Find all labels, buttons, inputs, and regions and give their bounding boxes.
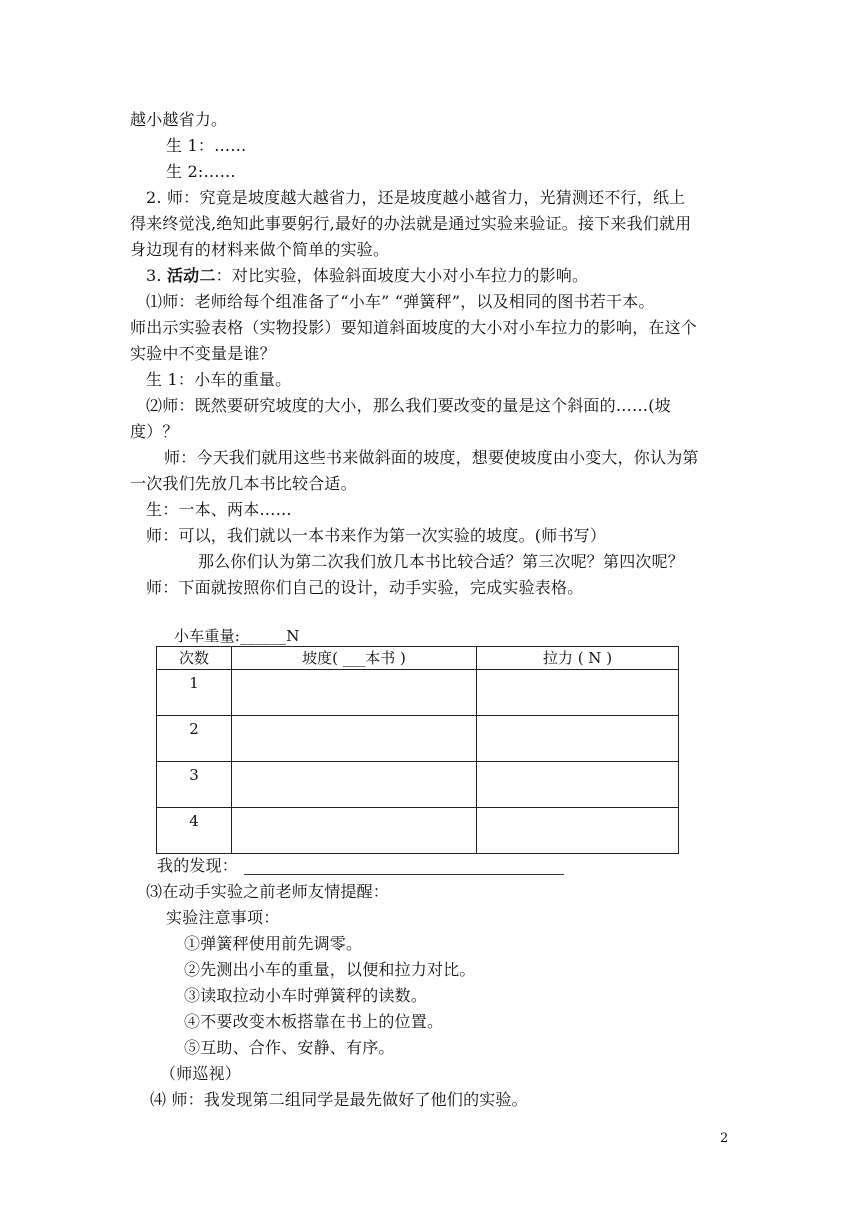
paragraph: 师出示实验表格（实物投影）要知道斜面坡度的大小对小车拉力的影响，在这个: [130, 318, 698, 337]
activity-description: ：对比实验，体验斜面坡度大小对小车拉力的影响。: [215, 266, 589, 285]
force-cell: [477, 716, 679, 762]
paragraph: ⑴师：老师给每个组准备了“小车” “弹簧秤”，以及相同的图书若干本。: [146, 292, 655, 311]
force-cell: [477, 808, 679, 854]
note-item: ⑤互助、合作、安静、有序。: [184, 1038, 395, 1057]
reminder: ⑶在动手实验之前老师友情提醒：: [146, 882, 390, 901]
table-header-row: [157, 647, 679, 670]
table-row: [157, 762, 679, 808]
paragraph: 一次我们先放几本书比较合适。: [130, 474, 357, 493]
activity-heading: [146, 266, 588, 286]
force-cell: [477, 670, 679, 716]
paragraph: 生 2:……: [166, 162, 236, 181]
table-row: [157, 716, 679, 762]
paragraph: 实验中不变量是谁？: [130, 344, 276, 363]
table-row: [157, 808, 679, 854]
slope-cell: [232, 670, 477, 716]
activity-title: 活动二: [166, 266, 216, 285]
findings-blank-line: [244, 874, 564, 875]
paragraph: 生 1：小车的重量。: [146, 370, 292, 389]
paragraph: ⑵师：既然要研究坡度的大小，那么我们要改变的量是这个斜面的……(坡: [146, 396, 671, 415]
paragraph: 生 1：……: [166, 136, 247, 155]
page-number: 2: [720, 1131, 729, 1146]
note-item: ②先测出小车的重量，以便和拉力对比。: [184, 960, 476, 979]
table-row: [157, 670, 679, 716]
trial-number: 3: [157, 762, 232, 808]
experiment-table: [156, 646, 679, 854]
paragraph: ⑷ 师：我发现第二组同学是最先做好了他们的实验。: [150, 1090, 528, 1109]
slope-cell: [232, 716, 477, 762]
paragraph: 越小越省力。: [130, 110, 228, 129]
paragraph: 师：今天我们就用这些书来做斜面的坡度，想要使坡度由小变大，你认为第: [164, 448, 699, 467]
note-item: ①弹簧秤使用前先调零。: [184, 934, 363, 953]
paragraph: 得来终觉浅,绝知此事要躬行,最好的办法就是通过实验来验证。接下来我们就用: [130, 214, 692, 233]
patrol-note: （师巡视）: [160, 1064, 242, 1083]
trial-number: 2: [157, 716, 232, 762]
paragraph: 师：可以，我们就以一本书来作为第一次实验的坡度。(师书写）: [146, 526, 607, 545]
table-caption: 小车重量:______N: [174, 627, 300, 645]
slope-cell: [232, 808, 477, 854]
paragraph: 生：一本、两本……: [146, 500, 292, 519]
force-cell: [477, 762, 679, 808]
paragraph: 那么你们认为第二次我们放几本书比较合适？第三次呢？第四次呢？: [198, 552, 685, 571]
paragraph: 2. 师：究竟是坡度越大越省力，还是坡度越小越省力，光猜测还不行，纸上: [146, 188, 686, 207]
paragraph: 身边现有的材料来做个简单的实验。: [130, 240, 390, 259]
activity-number: 3.: [146, 266, 167, 285]
trial-number: 1: [157, 670, 232, 716]
notes-title: 实验注意事项：: [166, 908, 280, 927]
note-item: ③读取拉动小车时弹簧秤的读数。: [184, 986, 428, 1005]
note-item: ④不要改变木板搭靠在书上的位置。: [184, 1012, 444, 1031]
paragraph: 度）？: [130, 422, 179, 441]
findings-label: 我的发现：: [157, 856, 239, 875]
paragraph: 师：下面就按照你们自己的设计，动手实验，完成实验表格。: [146, 578, 584, 597]
header-slope: 坡度( ___本书 ): [232, 647, 477, 670]
slope-cell: [232, 762, 477, 808]
header-trial: 次数: [157, 647, 232, 670]
header-force: 拉力 ( N ): [477, 647, 679, 670]
trial-number: 4: [157, 808, 232, 854]
